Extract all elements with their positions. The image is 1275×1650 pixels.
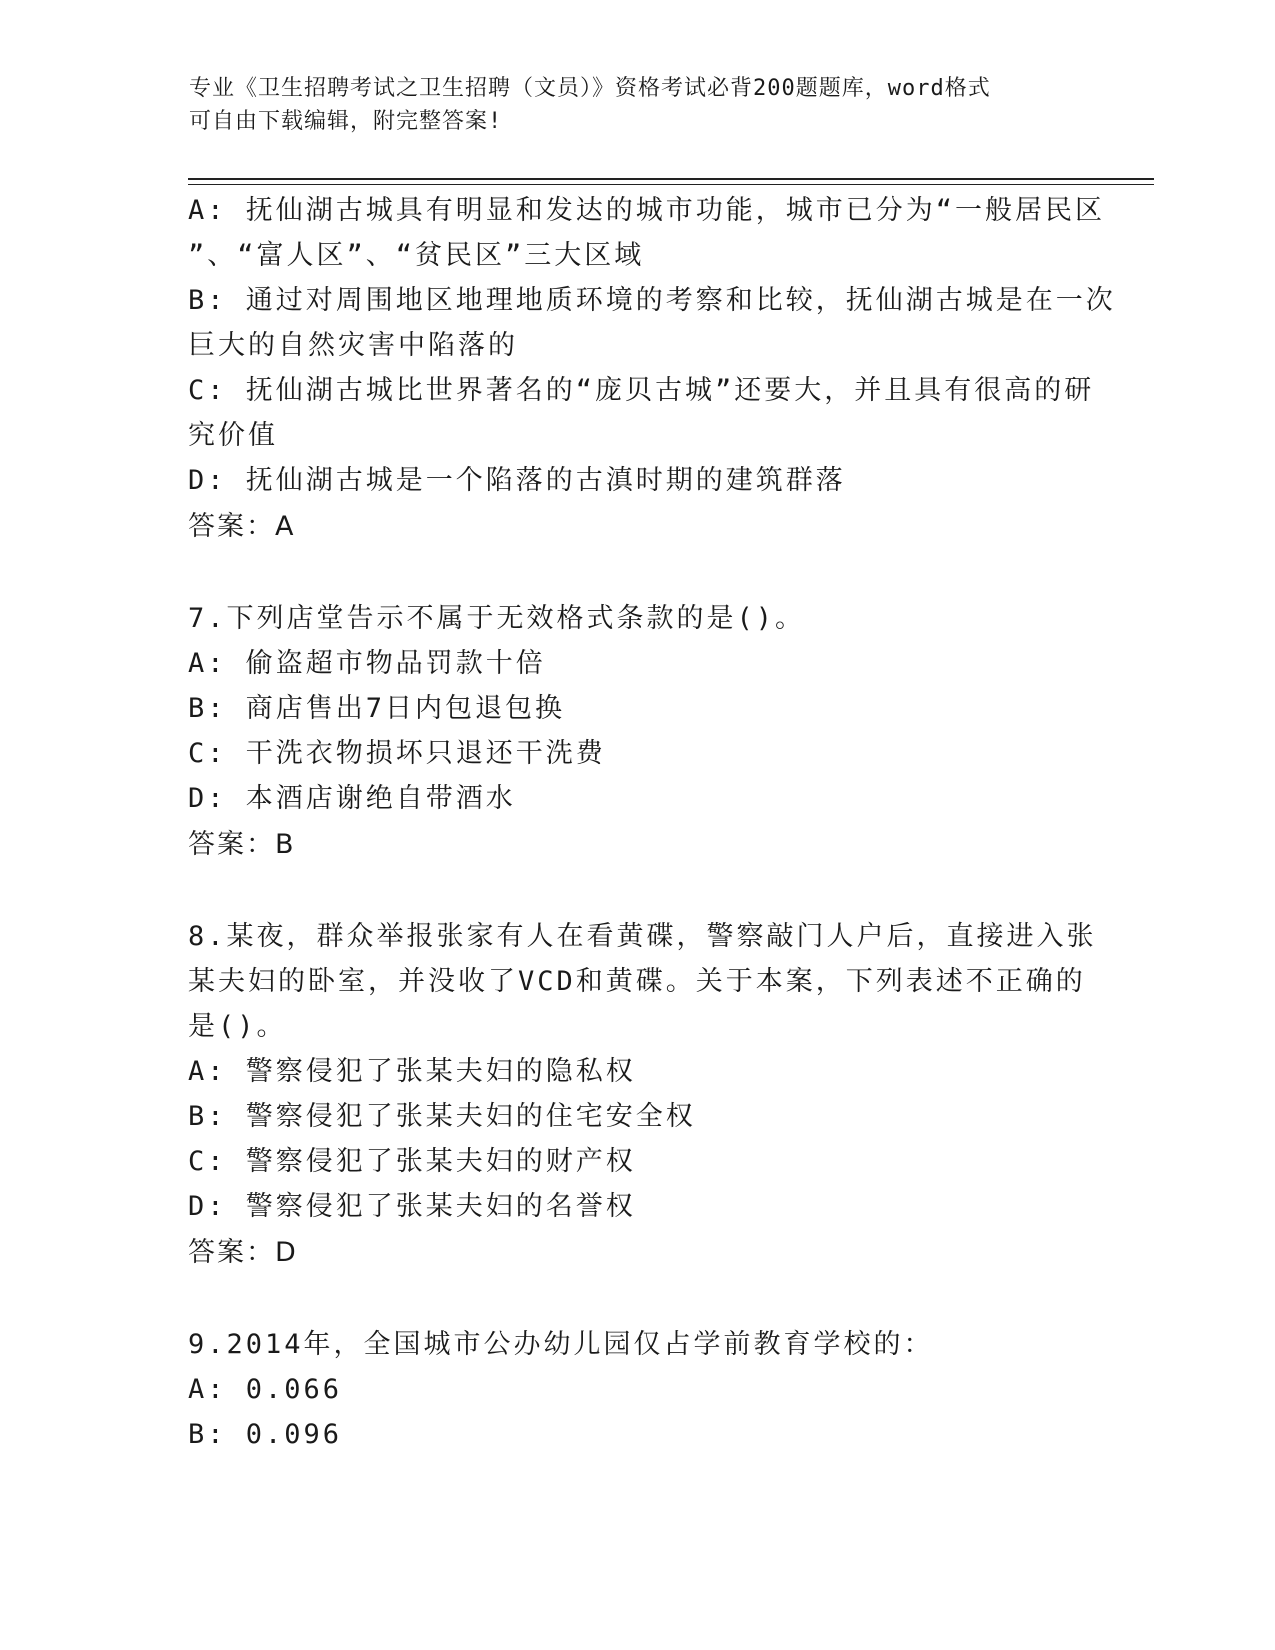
question-6-block: [188, 188, 1116, 550]
q6-option-c-line-1: C: 抚仙湖古城比世界著名的“庞贝古城”还要大，并且具有很高的研: [188, 375, 1095, 406]
question-list: [188, 188, 1116, 1457]
header-divider-thin: [188, 184, 1154, 185]
q9-question: 9.2014年，全国城市公办幼儿园仅占学前教育学校的：: [188, 1329, 934, 1360]
spacer: [188, 868, 1088, 914]
document-header: [189, 72, 1069, 138]
q9-option-b: B: 0.096: [188, 1419, 343, 1450]
q6-option-b-line-2: 巨大的自然灾害中陷落的: [188, 330, 518, 361]
q7-option-b: B: 商店售出7日内包退包换: [188, 693, 566, 724]
spacer: [188, 550, 1088, 596]
q6-option-d: D: 抚仙湖古城是一个陷落的古滇时期的建筑群落: [188, 465, 846, 496]
q8-question-line-3: 是()。: [188, 1011, 287, 1042]
q6-option-a-line-2: ”、“富人区”、“贫民区”三大区域: [188, 240, 645, 271]
q6-answer: 答案：A: [188, 511, 296, 542]
q7-option-c: C: 干洗衣物损坏只退还干洗费: [188, 738, 606, 769]
q7-question: 7.下列店堂告示不属于无效格式条款的是()。: [188, 603, 806, 634]
q8-option-b: B: 警察侵犯了张某夫妇的住宅安全权: [188, 1101, 696, 1132]
question-7-block: [188, 596, 1088, 868]
q6-option-b-line-1: B: 通过对周围地区地理地质环境的考察和比较，抚仙湖古城是在一次: [188, 285, 1116, 316]
q9-option-a: A: 0.066: [188, 1374, 343, 1405]
q8-question-line-2: 某夫妇的卧室，并没收了VCD和黄碟。关于本案，下列表述不正确的: [188, 966, 1086, 997]
q8-option-d: D: 警察侵犯了张某夫妇的名誉权: [188, 1191, 636, 1222]
q7-option-d: D: 本酒店谢绝自带酒水: [188, 783, 516, 814]
q8-question-line-1: 8.某夜，群众举报张家有人在看黄碟，警察敲门人户后，直接进入张: [188, 921, 1097, 952]
q8-answer: 答案：D: [188, 1237, 298, 1268]
question-8-block: [188, 914, 1097, 1276]
question-9-block: [188, 1322, 1088, 1457]
q7-option-a: A: 偷盗超市物品罚款十倍: [188, 648, 546, 679]
header-title-line-2: 可自由下载编辑，附完整答案!: [189, 109, 503, 134]
header-title-line-1: 专业《卫生招聘考试之卫生招聘（文员）》资格考试必背200题题库，word格式: [189, 76, 991, 101]
q6-option-c-line-2: 究价值: [188, 420, 278, 451]
q8-option-c: C: 警察侵犯了张某夫妇的财产权: [188, 1146, 636, 1177]
q7-answer: 答案：B: [188, 829, 296, 860]
header-divider-thick: [188, 178, 1154, 180]
q6-option-a-line-1: A: 抚仙湖古城具有明显和发达的城市功能，城市已分为“一般居民区: [188, 195, 1106, 226]
spacer: [188, 1276, 1088, 1322]
q8-option-a: A: 警察侵犯了张某夫妇的隐私权: [188, 1056, 636, 1087]
